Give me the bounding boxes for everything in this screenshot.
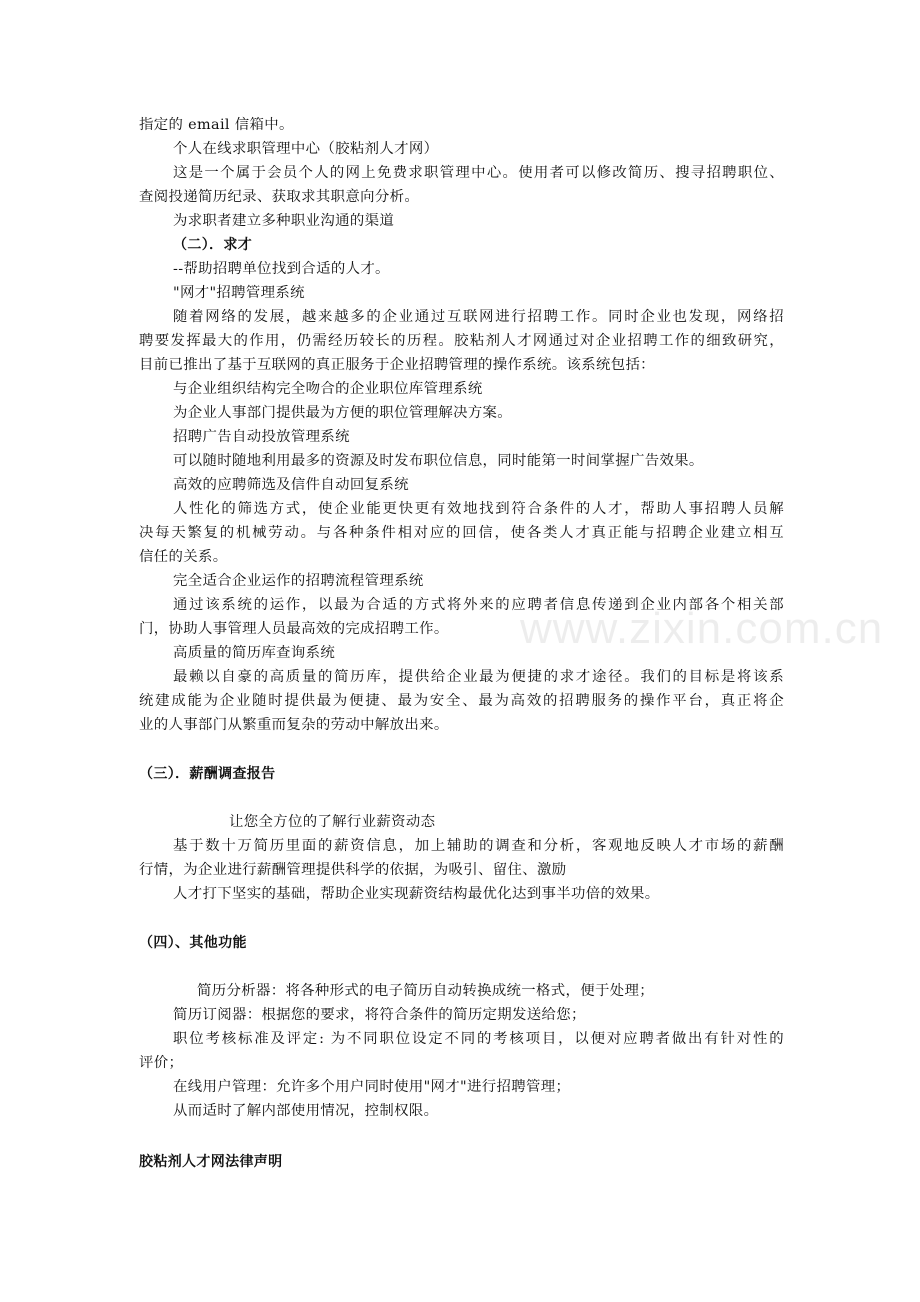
text-line: 高效的应聘筛选及信件自动回复系统 (173, 477, 409, 493)
watermark: www.zixin.com.cn (520, 604, 884, 653)
heading-personal-center: 个人在线求职管理中心（胶粘剂人才网） (173, 141, 439, 157)
text-line: 通过该系统的运作，以最为合适的方式将外来的应聘者信息传递到企业内部各个相关部 (173, 597, 784, 613)
text-line: 随着网络的发展，越来越多的企业通过互联网进行招聘工作。同时企业也发现，网络招 (173, 309, 784, 325)
text-line: 让您全方位的了解行业薪资动态 (229, 814, 436, 830)
section-heading-2: （二）．求才 (173, 237, 253, 253)
text-line: 人才打下坚实的基础，帮助企业实现薪资结构最优化达到事半功倍的效果。 (173, 886, 660, 902)
text-line: 这是一个属于会员个人的网上免费求职管理中心。使用者可以修改简历、搜寻招聘职位、 (173, 165, 784, 181)
text-line: 最赖以自豪的高质量的简历库，提供给企业最为便捷的求才途径。我们的目标是将该系 (173, 669, 784, 685)
text-line: 在线用户管理：允许多个用户同时使用"网才"进行招聘管理； (173, 1079, 571, 1095)
text-line: 人性化的筛选方式，使企业能更快更有效地找到符合条件的人才，帮助人事招聘人员解 (173, 501, 784, 517)
text-line: 为企业人事部门提供最为方便的职位管理解决方案。 (173, 405, 513, 421)
section-heading-4: （四）、其他功能 (139, 935, 247, 951)
text-line: 可以随时随地利用最多的资源及时发布职位信息，同时能第一时间掌握广告效果。 (173, 453, 704, 469)
text-line: 高质量的简历库查询系统 (173, 645, 336, 661)
text-line: 简历订阅器：根据您的要求，将符合条件的简历定期发送给您； (173, 1007, 586, 1023)
text-line: 职位考核标准及评定: 为不同职位设定不同的考核项目，以便对应聘者做出有针对性的 (173, 1031, 784, 1047)
text-line: 行情，为企业进行薪酬管理提供科学的依据，为吸引、留住、激励 (139, 862, 567, 878)
text-line: 查阅投递简历纪录、获取求其职意向分析。 (139, 189, 420, 205)
text-line: 招聘广告自动投放管理系统 (173, 429, 350, 445)
text-line: 信任的关系。 (139, 549, 228, 565)
text-line: 从而适时了解内部使用情况，控制权限。 (173, 1103, 439, 1119)
section-heading-3: （三）．薪酬调查报告 (139, 766, 276, 782)
text-line: 统建成能为企业随时提供最为便捷、最为安全、最为高效的招聘服务的操作平台，真正将企 (139, 693, 784, 709)
text-line: --帮助招聘单位找到合适的人才。 (173, 261, 390, 277)
text-line: 基于数十万简历里面的薪资信息，加上辅助的调查和分析，客观地反映人才市场的薪酬 (173, 838, 784, 854)
heading-recruit-system: "网才"招聘管理系统 (173, 285, 305, 301)
section-heading-legal: 胶粘剂人才网法律声明 (139, 1154, 283, 1170)
text-line: 聘要发挥最大的作用，仍需经历较长的历程。胶粘剂人才网通过对企业招聘工作的细致研究， (139, 333, 784, 349)
text-line: 简历分析器：将各种形式的电子简历自动转换成统一格式，便于处理； (197, 983, 654, 999)
text-line: 完全适合企业运作的招聘流程管理系统 (173, 573, 424, 589)
text-line: 指定的 email 信箱中。 (139, 117, 294, 133)
text-line: 为求职者建立多种职业沟通的渠道 (173, 213, 395, 229)
text-line: 目前已推出了基于互联网的真正服务于企业招聘管理的操作系统。该系统包括： (139, 357, 655, 373)
text-line: 门，协助人事管理人员最高效的完成招聘工作。 (139, 621, 449, 637)
text-line: 与企业组织结构完全吻合的企业职位库管理系统 (173, 381, 483, 397)
text-line: 决每天繁复的机械劳动。与各种条件相对应的回信，使各类人才真正能与招聘企业建立相互 (139, 525, 784, 541)
text-line: 业的人事部门从繁重而复杂的劳动中解放出来。 (139, 717, 449, 733)
text-line: 评价； (139, 1055, 184, 1071)
